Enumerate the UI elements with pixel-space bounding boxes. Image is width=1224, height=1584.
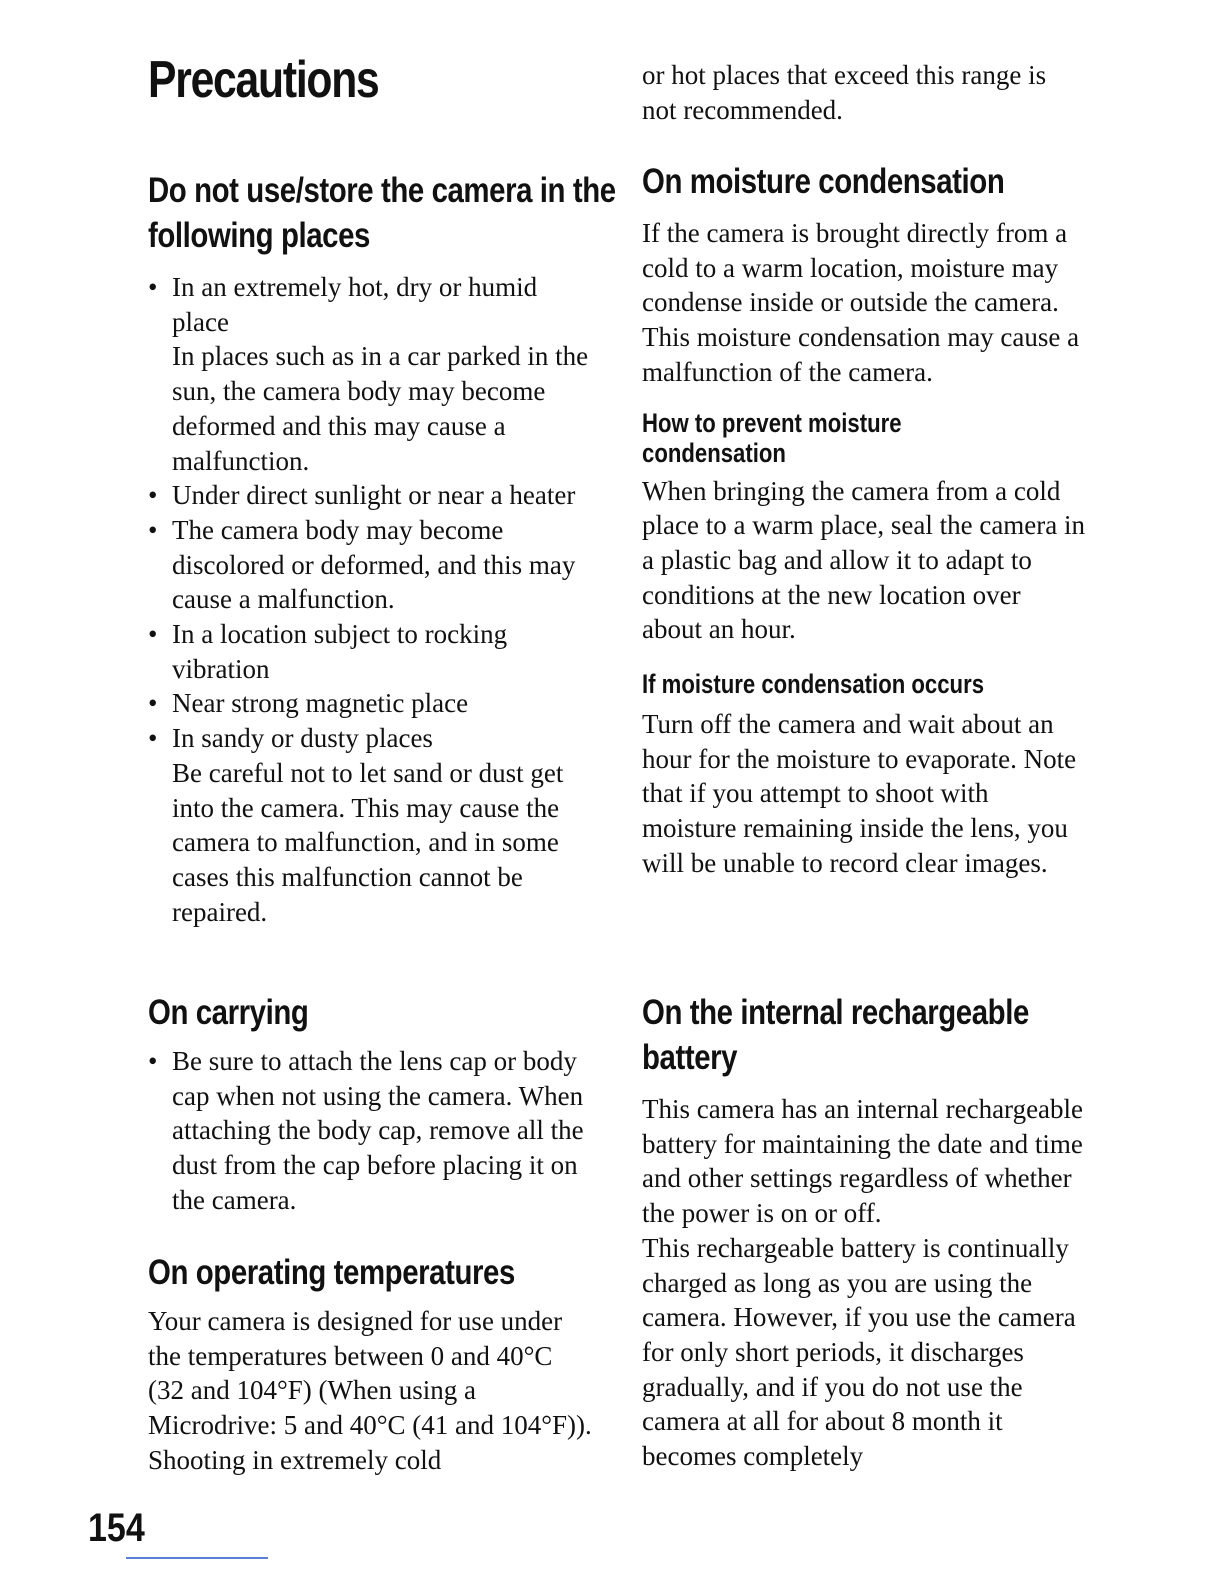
section-condensation	[642, 159, 1087, 881]
list-item: • Be sure to attach the lens cap or body cap when not using the camera. When attaching the body cap, remove all the dust from the cap before placing it on the camera.	[148, 1046, 584, 1215]
list-item: • The camera body may become discolored or deformed, and this may cause a malfunction.	[148, 514, 576, 615]
bullet-icon: •	[148, 723, 158, 754]
prevent-heading: How to prevent moisture condensation	[642, 407, 902, 468]
section-heading: On carrying	[148, 993, 309, 1032]
section-heading: On operating temperatures	[148, 1253, 515, 1292]
bullet-icon: •	[148, 480, 158, 511]
bullet-icon: •	[148, 1046, 158, 1076]
section-heading: Do not use/store the camera in the following places	[148, 171, 616, 255]
battery-body-1: This camera has an internal rechargeable battery for maintaining the date and time and other settings regardless of whether the power is on or off.	[642, 1094, 1084, 1229]
section-carrying	[148, 990, 593, 1218]
page-number: 154	[88, 1506, 145, 1550]
bullet-icon: •	[148, 272, 158, 302]
section-storage-places	[148, 168, 616, 929]
occurs-body: Turn off the camera and wait about an hour for the moisture to evaporate. Note that if you attempt to shoot with moisture remaining inside the lens, you will be unable to record clear images.	[642, 709, 1077, 878]
bullet-icon: •	[148, 688, 158, 719]
occurs-heading: If moisture condensation occurs	[642, 669, 985, 700]
places-list	[148, 270, 593, 929]
list-item: • In sandy or dusty places Be careful not to let sand or dust get into the camera. This may cause the camera to malfunction, and in some cases this malfunction cannot be repaired.	[148, 723, 564, 927]
section-heading: On the internal rechargeable battery	[642, 993, 1029, 1077]
page-title: Precautions	[148, 51, 379, 109]
section-battery	[642, 990, 1087, 1474]
carrying-list	[148, 1044, 593, 1218]
prevent-body: When bringing the camera from a cold place to a warm place, seal the camera in a plastic bag and allow it to adapt to conditions at the new location over about an hour.	[642, 475, 1086, 645]
page-number-rule	[126, 1557, 268, 1559]
temperatures-body: Your camera is designed for use under the temperatures between 0 and 40°C (32 and 104°F) (When using a Microdrive: 5 and 40°C (41 and 104°F)). Shooting in extremely cold	[148, 1306, 592, 1475]
section-temperatures	[148, 1250, 593, 1478]
temperatures-continued	[642, 58, 1087, 127]
battery-body-2: This rechargeable battery is continually charged as long as you are using the camera. However, if you use the camera for only short periods, it discharges gradually, and if you do not use the camera at all for about 8 month it becomes completely	[642, 1232, 1076, 1472]
list-item: • In a location subject to rocking vibration	[148, 619, 508, 684]
section-heading: On moisture condensation	[642, 162, 1005, 201]
condensation-body: If the camera is brought directly from a cold to a warm location, moisture may condense inside or outside the camera. This moisture condensation may cause a malfunction of the camera.	[642, 218, 1080, 387]
bullet-icon: •	[148, 619, 158, 650]
list-item: • Under direct sunlight or near a heater	[148, 478, 593, 513]
bullet-icon: •	[148, 514, 158, 545]
list-item: • Near strong magnetic place	[148, 686, 593, 721]
list-item: • In an extremely hot, dry or humid place In places such as in a car parked in the sun, the camera body may become deformed and this may cause a malfunction.	[148, 272, 589, 476]
temperatures-continued-text: or hot places that exceed this range is not recommended.	[642, 60, 1047, 125]
